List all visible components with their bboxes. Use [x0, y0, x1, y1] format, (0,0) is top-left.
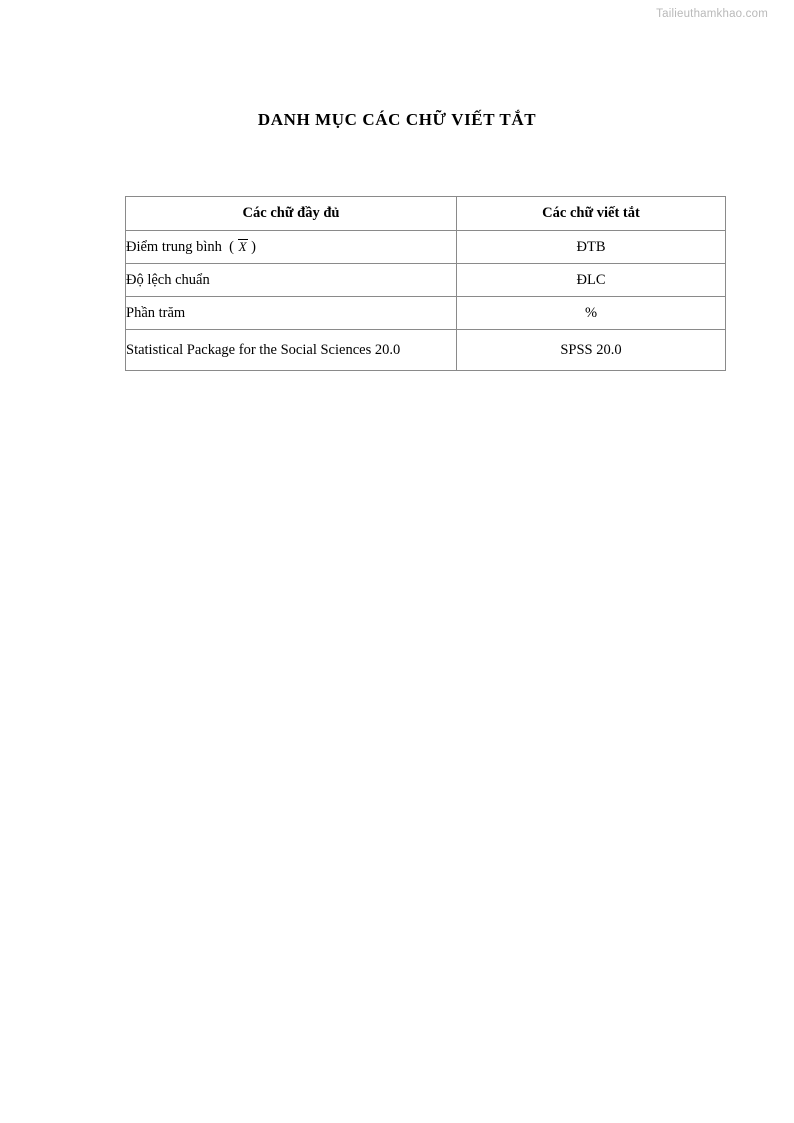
cell-abbr-text: ĐTB: [457, 231, 726, 264]
abbreviations-table: [125, 196, 726, 371]
cell-abbr-text: %: [457, 297, 726, 330]
table-row: [126, 330, 726, 371]
table-row: [126, 231, 726, 264]
cell-full-text: Phần trăm: [126, 297, 457, 330]
cell-abbr-text: ĐLC: [457, 264, 726, 297]
column-header-full: Các chữ đầy đủ: [126, 197, 457, 231]
table-row: [126, 297, 726, 330]
watermark-text: Tailieuthamkhao.com: [656, 8, 768, 20]
cell-full-label: Điểm trung bình: [126, 238, 222, 255]
page-title: DANH MỤC CÁC CHỮ VIẾT TẮT: [257, 110, 537, 129]
cell-full-text: Statistical Package for the Social Sciences 20.0: [126, 330, 457, 371]
mean-symbol-group: ( X ): [221, 238, 256, 255]
table-header-row: [126, 197, 726, 231]
cell-full-text: [126, 231, 457, 264]
cell-abbr-text: SPSS 20.0: [457, 330, 726, 371]
table-row: [126, 264, 726, 297]
column-header-abbr: Các chữ viết tắt: [457, 197, 726, 231]
cell-full-text: Độ lệch chuẩn: [126, 264, 457, 297]
x-bar-symbol: X: [238, 238, 247, 254]
